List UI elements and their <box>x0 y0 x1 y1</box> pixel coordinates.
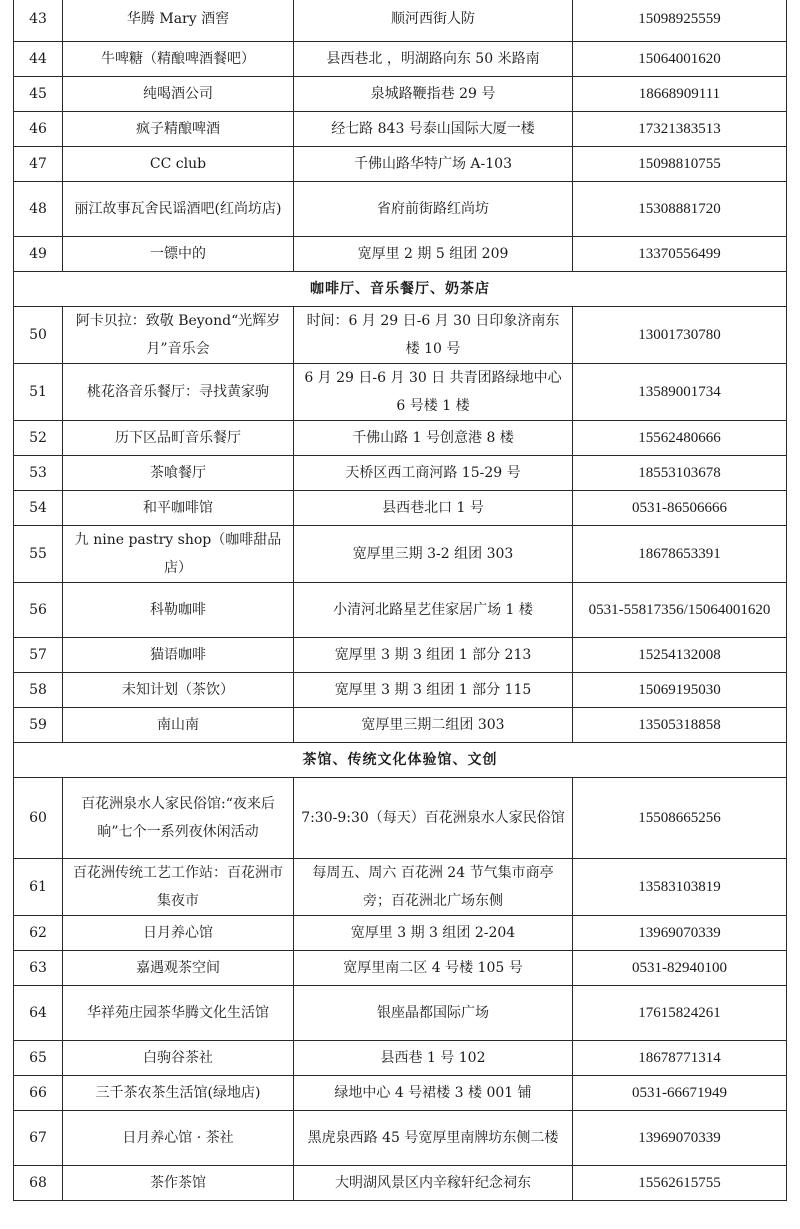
section-header-row <box>14 272 787 307</box>
table-row <box>14 638 787 673</box>
venue-name: 猫语咖啡 <box>63 638 294 673</box>
venue-address: 千佛山路华特广场 A-103 <box>294 147 573 182</box>
table-row <box>14 77 787 112</box>
venue-address: 银座晶都国际广场 <box>294 986 573 1041</box>
venue-address: 天桥区西工商河路 15-29 号 <box>294 456 573 491</box>
section-header-row <box>14 743 787 778</box>
venue-name: 南山南 <box>63 708 294 743</box>
venue-address: 宽厚里 2 期 5 组团 209 <box>294 237 573 272</box>
row-number: 52 <box>14 421 63 456</box>
venue-address: 宽厚里 3 期 3 组团 1 部分 213 <box>294 638 573 673</box>
venue-phone: 13589001734 <box>573 364 787 421</box>
venue-address: 绿地中心 4 号裙楼 3 楼 001 铺 <box>294 1076 573 1111</box>
table-row <box>14 237 787 272</box>
table-row <box>14 916 787 951</box>
venue-address: 泉城路鞭指巷 29 号 <box>294 77 573 112</box>
venue-name: 嘉遇观茶空间 <box>63 951 294 986</box>
venue-address: 大明湖风景区内辛稼轩纪念祠东 <box>294 1166 573 1201</box>
venue-address: 经七路 843 号泰山国际大厦一楼 <box>294 112 573 147</box>
row-number: 58 <box>14 673 63 708</box>
table-row <box>14 951 787 986</box>
row-number: 54 <box>14 491 63 526</box>
venue-phone: 0531-86506666 <box>573 491 787 526</box>
venue-phone: 13969070339 <box>573 916 787 951</box>
venue-phone: 0531-66671949 <box>573 1076 787 1111</box>
venue-name: 桃花洛音乐餐厅：寻找黄家驹 <box>63 364 294 421</box>
table-row <box>14 1166 787 1201</box>
venue-address: 小清河北路星艺佳家居广场 1 楼 <box>294 583 573 638</box>
table-row <box>14 112 787 147</box>
table-row <box>14 526 787 583</box>
venue-phone: 15069195030 <box>573 673 787 708</box>
table-row <box>14 491 787 526</box>
table-row <box>14 0 787 42</box>
venue-name: 日月养心馆 · 茶社 <box>63 1111 294 1166</box>
table-row <box>14 456 787 491</box>
venue-phone: 0531-55817356/15064001620 <box>573 583 787 638</box>
venue-phone: 15254132008 <box>573 638 787 673</box>
venue-phone: 18668909111 <box>573 77 787 112</box>
row-number: 68 <box>14 1166 63 1201</box>
row-number: 64 <box>14 986 63 1041</box>
row-number: 63 <box>14 951 63 986</box>
venue-address: 黑虎泉西路 45 号宽厚里南牌坊东侧二楼 <box>294 1111 573 1166</box>
venue-name: 三千茶农茶生活馆(绿地店) <box>63 1076 294 1111</box>
venue-phone: 17615824261 <box>573 986 787 1041</box>
venue-phone: 13583103819 <box>573 859 787 916</box>
venue-name: 疯子精酿啤酒 <box>63 112 294 147</box>
venue-address: 宽厚里南二区 4 号楼 105 号 <box>294 951 573 986</box>
row-number: 49 <box>14 237 63 272</box>
venue-phone: 18553103678 <box>573 456 787 491</box>
section-title: 咖啡厅、音乐餐厅、奶茶店 <box>14 272 787 307</box>
row-number: 67 <box>14 1111 63 1166</box>
venue-table <box>13 0 787 1201</box>
venue-name: 日月养心馆 <box>63 916 294 951</box>
venue-phone: 15308881720 <box>573 182 787 237</box>
venue-phone: 18678653391 <box>573 526 787 583</box>
venue-phone: 18678771314 <box>573 1041 787 1076</box>
venue-phone: 0531-82940100 <box>573 951 787 986</box>
venue-address: 宽厚里三期 3-2 组团 303 <box>294 526 573 583</box>
venue-address: 6 月 29 日-6 月 30 日 共青团路绿地中心 6 号楼 1 楼 <box>294 364 573 421</box>
venue-name: 历下区品町音乐餐厅 <box>63 421 294 456</box>
row-number: 61 <box>14 859 63 916</box>
venue-address: 顺河西街人防 <box>294 0 573 42</box>
table-row <box>14 182 787 237</box>
venue-name: 未知计划（茶饮） <box>63 673 294 708</box>
table-row <box>14 1076 787 1111</box>
venue-name: 九 nine pastry shop（咖啡甜品店） <box>63 526 294 583</box>
table-row <box>14 1041 787 1076</box>
row-number: 56 <box>14 583 63 638</box>
venue-phone: 15562615755 <box>573 1166 787 1201</box>
venue-phone: 15064001620 <box>573 42 787 77</box>
row-number: 55 <box>14 526 63 583</box>
venue-address: 宽厚里三期二组团 303 <box>294 708 573 743</box>
table-row <box>14 147 787 182</box>
venue-address: 宽厚里 3 期 3 组团 1 部分 115 <box>294 673 573 708</box>
row-number: 48 <box>14 182 63 237</box>
venue-phone: 15508665256 <box>573 778 787 859</box>
venue-address: 县西巷北口 1 号 <box>294 491 573 526</box>
venue-name: 茶喰餐厅 <box>63 456 294 491</box>
venue-name: CC club <box>63 147 294 182</box>
venue-name: 华腾 Mary 酒窖 <box>63 0 294 42</box>
row-number: 47 <box>14 147 63 182</box>
row-number: 57 <box>14 638 63 673</box>
venue-address: 时间：6 月 29 日-6 月 30 日印象济南东楼 10 号 <box>294 307 573 364</box>
table-row <box>14 364 787 421</box>
venue-address: 宽厚里 3 期 3 组团 2-204 <box>294 916 573 951</box>
venue-phone: 13969070339 <box>573 1111 787 1166</box>
row-number: 46 <box>14 112 63 147</box>
row-number: 62 <box>14 916 63 951</box>
venue-name: 阿卡贝拉：致敬 Beyond“光辉岁月”音乐会 <box>63 307 294 364</box>
venue-address: 省府前街路红尚坊 <box>294 182 573 237</box>
venue-name: 白驹谷茶社 <box>63 1041 294 1076</box>
venue-name: 科勒咖啡 <box>63 583 294 638</box>
table-row <box>14 986 787 1041</box>
table-row <box>14 673 787 708</box>
table-row <box>14 421 787 456</box>
table-row <box>14 583 787 638</box>
section-title: 茶馆、传统文化体验馆、文创 <box>14 743 787 778</box>
venue-phone: 15098925559 <box>573 0 787 42</box>
venue-name: 牛啤糖（精酿啤酒餐吧） <box>63 42 294 77</box>
table-row <box>14 778 787 859</box>
row-number: 51 <box>14 364 63 421</box>
row-number: 43 <box>14 0 63 42</box>
venue-phone: 13505318858 <box>573 708 787 743</box>
venue-name: 百花洲泉水人家民俗馆:“夜来后晌”七个一系列夜休闲活动 <box>63 778 294 859</box>
venue-phone: 17321383513 <box>573 112 787 147</box>
venue-address: 县西巷 1 号 102 <box>294 1041 573 1076</box>
venue-phone: 15562480666 <box>573 421 787 456</box>
row-number: 45 <box>14 77 63 112</box>
venue-address: 每周五、周六 百花洲 24 节气集市商亭旁；百花洲北广场东侧 <box>294 859 573 916</box>
venue-name: 百花洲传统工艺工作站：百花洲市集夜市 <box>63 859 294 916</box>
venue-name: 茶作茶馆 <box>63 1166 294 1201</box>
table-row <box>14 859 787 916</box>
venue-name: 华祥苑庄园茶华腾文化生活馆 <box>63 986 294 1041</box>
venue-phone: 15098810755 <box>573 147 787 182</box>
venue-name: 纯喝酒公司 <box>63 77 294 112</box>
table-row <box>14 708 787 743</box>
venue-phone: 13001730780 <box>573 307 787 364</box>
row-number: 50 <box>14 307 63 364</box>
row-number: 60 <box>14 778 63 859</box>
venue-name: 和平咖啡馆 <box>63 491 294 526</box>
venue-address: 千佛山路 1 号创意港 8 楼 <box>294 421 573 456</box>
venue-address: 7:30-9:30（每天）百花洲泉水人家民俗馆 <box>294 778 573 859</box>
table-row <box>14 307 787 364</box>
venue-address: 县西巷北 ，明湖路向东 50 米路南 <box>294 42 573 77</box>
row-number: 59 <box>14 708 63 743</box>
venue-name: 一镖中的 <box>63 237 294 272</box>
table-row <box>14 1111 787 1166</box>
venue-name: 丽江故事瓦舍民谣酒吧(红尚坊店) <box>63 182 294 237</box>
row-number: 65 <box>14 1041 63 1076</box>
table-row <box>14 42 787 77</box>
row-number: 44 <box>14 42 63 77</box>
row-number: 53 <box>14 456 63 491</box>
row-number: 66 <box>14 1076 63 1111</box>
venue-phone: 13370556499 <box>573 237 787 272</box>
